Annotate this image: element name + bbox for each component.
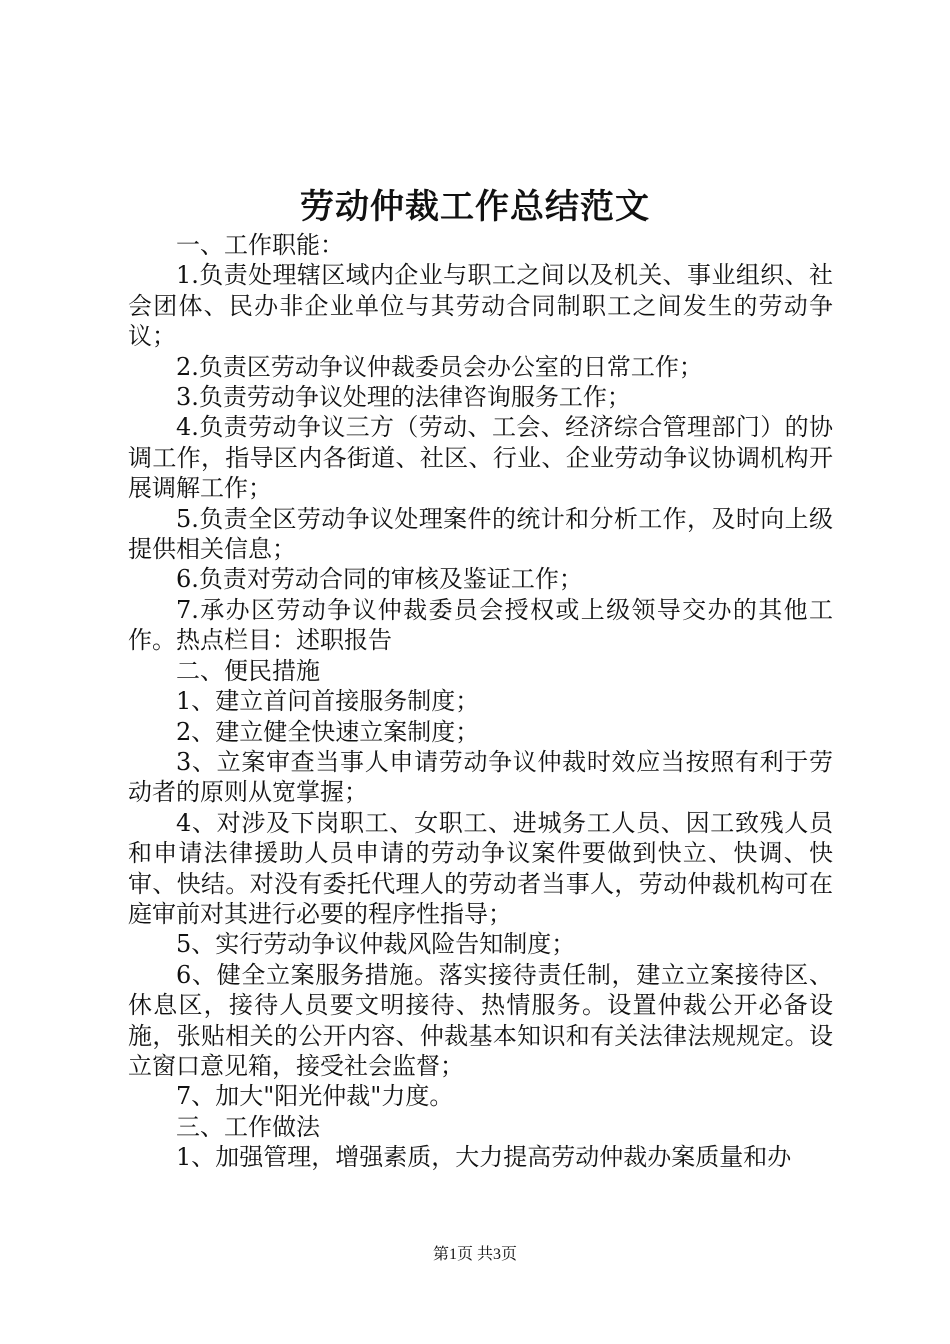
page-footer: 第1页 共3页 [432,1246,517,1263]
paragraph: 5.负责全区劳动争议处理案件的统计和分析工作，及时向上级提供相关信息； [128,504,833,564]
paragraph: 7.承办区劳动争议仲裁委员会授权或上级领导交办的其他工作。热点栏目：述职报告 [128,595,833,655]
paragraph: 4.负责劳动争议三方（劳动、工会、经济综合管理部门）的协调工作，指导区内各街道、社区、行业、企业劳动争议协调机构开展调解工作； [128,413,833,503]
document-title: 劳动仲裁工作总结范文 [300,187,650,227]
paragraph: 4、对涉及下岗职工、女职工、进城务工人员、因工致残人员和申请法律援助人员申请的劳动争议案件要做到快立、快调、快审、快结。对没有委托代理人的劳动者当事人，劳动仲裁机构可在庭审前对其进行必要的程序性指导； [128,808,833,928]
paragraph: 三、工作做法 [176,1112,320,1141]
paragraph: 3.负责劳动争议处理的法律咨询服务工作； [176,383,631,412]
paragraph: 1、加强管理，增强素质，大力提高劳动仲裁办案质量和办 [176,1143,792,1172]
paragraph: 3、立案审查当事人申请劳动争议仲裁时效应当按照有利于劳动者的原则从宽掌握； [128,747,833,807]
paragraph: 6、健全立案服务措施。落实接待责任制，建立立案接待区、休息区，接待人员要文明接待、热情服务。设置仲裁公开必备设施，张贴相关的公开内容、仲裁基本知识和有关法律法规规定。设立窗口意见箱，接受社会监督； [128,960,833,1080]
paragraph: 7、加大"阳光仲裁"力度。 [176,1082,454,1111]
paragraph: 1、建立首问首接服务制度； [176,687,480,716]
paragraph: 2、建立健全快速立案制度； [176,717,480,746]
paragraph: 二、便民措施 [176,656,320,685]
paragraph: 一、工作职能： [176,231,344,259]
paragraph: 2.负责区劳动争议仲裁委员会办公室的日常工作； [176,352,703,381]
document-body [128,230,833,1173]
paragraph: 6.负责对劳动合同的审核及鉴证工作； [176,565,583,594]
paragraph: 1.负责处理辖区域内企业与职工之间以及机关、事业组织、社会团体、民办非企业单位与其劳动合同制职工之间发生的劳动争议； [128,261,833,351]
paragraph: 5、实行劳动争议仲裁风险告知制度； [176,930,576,959]
